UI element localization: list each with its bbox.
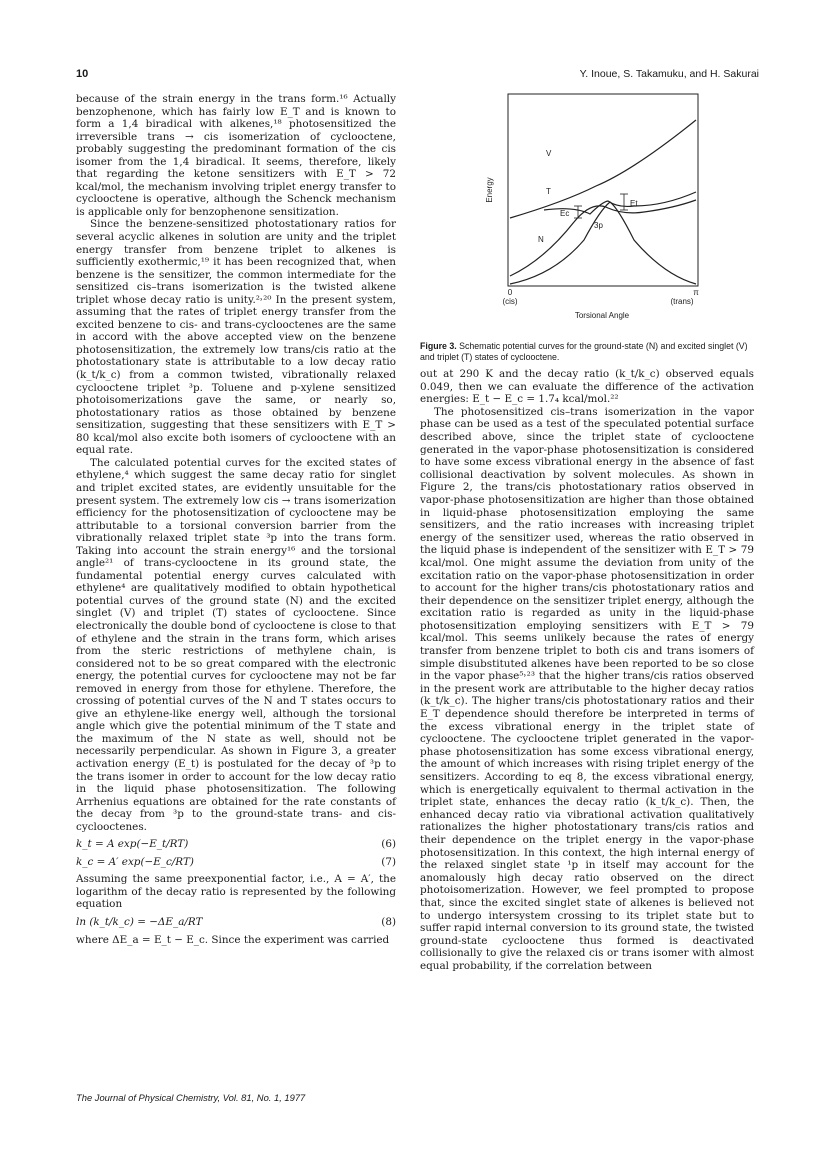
equation-6 bbox=[76, 838, 396, 851]
equation-text: k_t = A exp(−E_t/RT) bbox=[76, 838, 189, 851]
paragraph: The photosensitized cis–trans isomerization in the vapor phase can be used as a test of the speculated potential surface described above, since the triplet state of cyclooctene generated in the vapor-phase photosensitization is considered to have some excess vibrational energy in the absence of fast collisional deactivation by solvent molecules. As shown in Figure 2, the trans/cis photostationary ratios observed in vapor-phase photosensitization are higher than those obtained in liquid-phase photosensitization employing the same sensitizers, and the ratio increases with increasing triplet energy of the sensitizer used, whereas the ratio observed in the liquid phase is independent of the sensitizer with E_T > 79 kcal/mol. One might assume the deviation from unity of the excitation ratio on the vapor-phase photosensitization in order to account for the higher trans/cis photostationary ratios and their dependence on the sensitizer triplet energy, although the excitation ratio is regarded as unity in the liquid-phase photosensitization employing sensitizers with E_T > 79 kcal/mol. This seems unlikely because the rates of energy transfer from benzene triplet to both cis and trans isomers of simple disubstituted alkenes have been reported to be so close in the vapor phase⁵˒²³ that the higher trans/cis ratios observed in the present work are attributable to the higher decay ratios (k_t/k_c). The higher trans/cis photostationary ratios and their E_T dependence should therefore be interpreted in terms of the excess vibrational energy in the triplet state of cyclooctene. The cyclooctene triplet generated in the vapor-phase photosensitization has some excess vibrational energy, the amount of which increases with rising triplet energy of the sensitizers. According to eq 8, the excess vibrational energy, which is energetically equivalent to thermal activation in the triplet state, enhances the decay ratio (k_t/k_c). Then, the enhanced decay ratio via vibrational activation qualitatively rationalizes the higher photostationary trans/cis ratios and their dependence on the triplet energy in the vapor-phase photosensitization. In this context, the high internal energy of the relaxed singlet state ¹p in itself may account for the anomalously high decay ratio observed on the direct photoisomerization. However, we feel prompted to propose that, since the excited singlet state of alkenes is believed not to undergo intersystem crossing to its triplet state but to suffer rapid internal conversion to its ground state, the twisted ground-state cyclooctene thus formed is deactivated collisionally to give the relaxed cis or trans isomer with almost equal probability, if the correlation between bbox=[420, 405, 754, 972]
paragraph: Since the benzene-sensitized photostationary ratios for several acyclic alkenes in solution are unity and the triplet energy transfer from benzene triplet to alkenes is sufficiently exothermic,¹⁹ it has been recognized that, when benzene is the sensitizer, the common intermediate for the sensitized cis–trans isomerization is the twisted alkene triplet whose decay ratio is unity.²˒²⁰ In the present system, assuming that the rates of triplet energy transfer from the excited benzene to cis- and trans-cyclooctenes are the same in accord with the above accepted view on the benzene photosensitization, the extremely low trans/cis ratio at the photostationary state is attributable to a low decay ratio (k_t/k_c) from a common twisted, vibrationally relaxed cyclooctene triplet ³p. Toluene and p-xylene sensitized photoisomerizations gave the same, or nearly so, photostationary ratios as those obtained by benzene sensitization, suggesting that these sensitizers with E_T > 80 kcal/mol also excite both isomers of cyclooctene with an equal rate. bbox=[76, 218, 396, 457]
x-tick-right-sub: (trans) bbox=[670, 297, 694, 306]
equation-number: (7) bbox=[381, 855, 396, 868]
paragraph: The calculated potential curves for the excited states of ethylene,⁴ which suggest the same decay ratio for singlet and triplet excited states, are evidently unsuitable for the present system. The extremely low cis → trans isomerization efficiency for the photosensitization of cyclooctene may be attributable to a torsional conversion barrier from the vibrationally relaxed triplet state ³p into the trans form. Taking into account the strain energy¹⁶ and the torsional angle²¹ of trans-cyclooctene in its ground state, the fundamental potential energy curves calculated with ethylene⁴ are qualitatively modified to obtain hypothetical potential curves of the ground state (N) and the excited singlet (V) and triplet (T) states of cyclooctene. Since electronically the double bond of cyclooctene is close to that of ethylene and the strain in the trans form, which arises from the steric restrictions of methylene chain, is considered not to be so great compared with the electronic energy, the potential curves for cyclooctene may not be far removed in energy from those for ethylene. Therefore, the crossing of potential curves of the N and T states occurs to give an ethylene-like energy well, although the torsional angle which give the potential minimum of the T state and the maximum of the N state as well, should not be necessarily perpendicular. As shown in Figure 3, a greater activation energy (E_t) is postulated for the decay of ³p to the trans isomer in order to account for the low decay ratio in the liquid phase photosensitization. The following Arrhenius equations are obtained for the rate constants of the decay from ³p to the ground-state trans- and cis-cyclooctenes. bbox=[76, 456, 396, 833]
label-ec: Ec bbox=[560, 209, 570, 218]
x-tick-left: 0 bbox=[507, 288, 513, 297]
equation-8 bbox=[76, 916, 396, 929]
y-axis-label: Energy bbox=[485, 177, 494, 203]
paragraph: where ΔE_a = E_t − E_c. Since the experiment was carried bbox=[76, 933, 390, 946]
paragraph: Assuming the same preexponential factor, i.e., A = A′, the logarithm of the decay ratio is represented by the following equation bbox=[76, 873, 396, 911]
equation-text: ln (k_t/k_c) = −ΔE_a/RT bbox=[76, 916, 203, 928]
label-et: Et bbox=[630, 199, 638, 208]
left-column bbox=[76, 93, 396, 946]
journal-footer: The Journal of Physical Chemistry, Vol. 81, No. 1, 1977 bbox=[76, 1092, 306, 1103]
curve-label-n: N bbox=[538, 235, 544, 244]
page-number: 10 bbox=[76, 68, 89, 80]
paragraph: out at 290 K and the decay ratio (k_t/k_c) observed equals 0.049, then we can evaluate the difference of the activation energies: E_t − E_c = 1.7₄ kcal/mol.²² bbox=[420, 368, 754, 406]
curve-label-t: T bbox=[546, 187, 551, 196]
equation-number: (6) bbox=[381, 838, 396, 851]
caption-text: Schematic potential curves for the ground-state (N) and excited singlet (V) and triplet (T) states of cyclooctene. bbox=[420, 341, 748, 362]
x-tick-left-sub: (cis) bbox=[502, 297, 518, 306]
x-tick-right: π bbox=[693, 288, 699, 297]
curve-label-v: V bbox=[546, 149, 552, 158]
figure-3-potential-curves bbox=[484, 90, 714, 322]
x-axis-label: Torsional Angle bbox=[574, 311, 630, 320]
equation-text: k_c = A′ exp(−E_c/RT) bbox=[76, 855, 194, 868]
equation-7 bbox=[76, 856, 396, 869]
equation-number: (8) bbox=[381, 916, 396, 928]
paragraph: because of the strain energy in the trans form.¹⁶ Actually benzophenone, which has fairly low E_T and is known to form a 1,4 biradical with alkenes,¹⁸ photosensitized the irreversible trans → cis isomerization of cyclooctene, probably suggesting the predominant formation of the cis isomer from the 1,4 biradical. It seems, therefore, likely that regarding the ketone sensitizers with E_T > 72 kcal/mol, the mechanism involving triplet energy transfer to cyclooctene is operative, although the Schenck mechanism is applicable only for benzophenone sensitization. bbox=[76, 93, 396, 218]
label-3p: 3p bbox=[594, 221, 603, 230]
right-column bbox=[420, 368, 754, 973]
caption-label: Figure 3. bbox=[420, 341, 457, 351]
figure-caption bbox=[420, 341, 754, 363]
running-head: Y. Inoue, S. Takamuku, and H. Sakurai bbox=[579, 68, 759, 80]
